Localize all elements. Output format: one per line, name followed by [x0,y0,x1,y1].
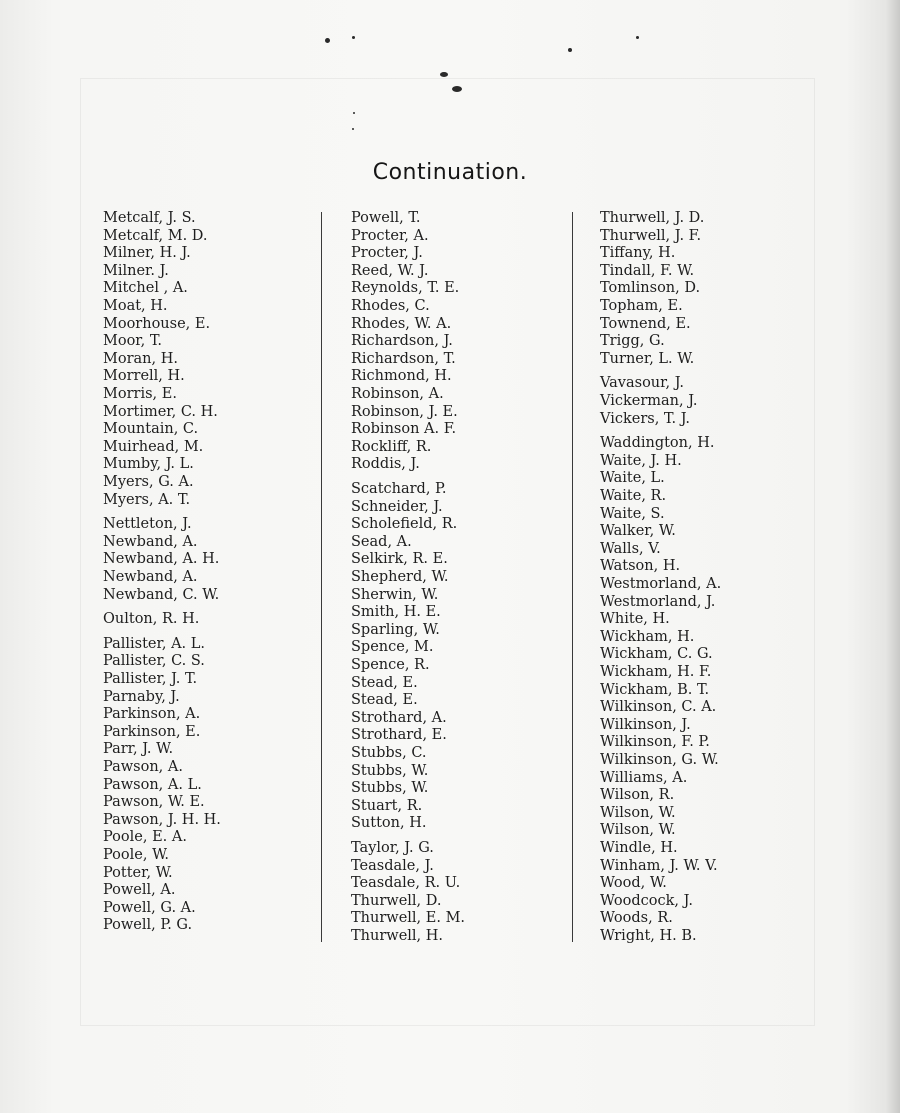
name-entry: Procter, A. [351,227,429,244]
name-entry: Reed, W. J. [351,262,429,279]
name-entry: Wright, H. B. [600,928,697,944]
name-entry: Moorhouse, E. [103,315,211,332]
name-entry: Reynolds, T. E. [351,280,460,297]
name-entry: Waddington, H. [600,435,715,452]
name-entry: Pawson, J. H. H. [103,811,221,828]
name-entry: Wickham, H. [600,628,695,645]
name-entry: Mumby, J. L. [103,456,194,473]
name-entry: Tindall, F. W. [600,262,695,279]
name-entry: Waite, R. [600,488,667,504]
name-entry: Thurwell, E. M. [351,910,466,927]
name-entry: Robinson A. F. [351,421,457,438]
name-entry: Smith, H. E. [351,604,441,621]
name-entry: Pawson, A. [103,759,183,775]
name-entry: Waite, L. [600,470,665,487]
name-entry: Watson, H. [600,558,681,575]
name-entry: Tiffany, H. [600,245,676,262]
name-entry: Sherwin, W. [351,586,439,603]
ink-speck [352,36,355,39]
name-entry: Nettleton, J. [103,516,192,533]
name-entry: Parnaby, J. [103,688,180,705]
name-entry: Wilkinson, F. P. [600,734,710,751]
name-entry: Milner, H. J. [103,245,191,262]
name-entry: Richardson, T. [351,350,456,367]
name-entry: Moor, T. [103,333,163,350]
name-entry: Myers, G. A. [103,474,194,490]
name-entry: Wilson, R. [600,787,675,804]
name-entry: Sead, A. [351,533,412,550]
name-entry: Powell, A. [103,882,176,899]
name-entry: Powell, T. [351,210,421,226]
name-entry: Stubbs, W. [351,780,429,797]
ink-speck [568,48,572,52]
name-entry: Tomlinson, D. [600,280,701,297]
name-entry: Thurwell, D. [351,892,442,909]
name-entry: Taylor, J. G. [351,840,434,856]
name-entry: Sutton, H. [351,815,427,832]
name-entry: Muirhead, M. [103,438,204,455]
name-entry: Trigg, G. [600,333,665,350]
name-entry: Richardson, J. [351,333,453,350]
name-entry: Mortimer, C. H. [103,403,218,420]
name-entry: Shepherd, W. [351,569,449,585]
name-entry: Turner, L. W. [600,350,695,367]
name-entry: Moat, H. [103,298,168,314]
name-entry: Richmond, H. [351,368,452,385]
name-entry: Milner. J. [103,262,169,279]
name-entry: Metcalf, M. D. [103,227,208,244]
name-entry: Wood, W. [600,875,667,892]
name-entry: Sparling, W. [351,621,440,638]
name-entry: Vickerman, J. [600,393,698,409]
name-entry: Selkirk, R. E. [351,551,448,568]
name-entry: White, H. [600,611,670,628]
name-entry: Pallister, C. S. [103,653,205,670]
column-divider [321,212,322,942]
name-entry: Woods, R. [600,910,673,927]
name-entry: Wilkinson, C. A. [600,699,717,716]
ink-speck [452,86,462,92]
name-entry: Myers, A. T. [103,491,191,508]
name-entry: Newband, C. W. [103,586,220,603]
name-entry: Townend, E. [600,315,691,332]
name-entry: Moran, H. [103,350,178,367]
ink-speck [325,38,330,43]
name-entry: Newband, A. [103,569,198,585]
name-entry: Topham, E. [600,298,683,314]
name-entry: Windle, H. [600,840,678,856]
name-entry: Spence, R. [351,657,430,673]
name-entry: Stubbs, C. [351,745,427,761]
name-entry: Thurwell, J. D. [600,210,705,226]
name-entry: Poole, E. A. [103,829,187,846]
name-entry: Robinson, J. E. [351,403,458,420]
name-entry: Parkinson, A. [103,706,201,723]
name-entry: Thurwell, H. [351,928,444,944]
name-entry: Pallister, A. L. [103,635,205,652]
name-entry: Mitchel , A. [103,280,188,297]
name-entry: Wilkinson, G. W. [600,752,719,768]
name-entry: Walker, W. [600,523,676,540]
name-entry: Powell, P. G. [103,917,193,934]
name-entry: Wilkinson, J. [600,716,691,733]
name-entry: Strothard, A. [351,709,447,726]
page-title: Continuation. [372,160,528,185]
name-entry: Rockliff, R. [351,438,432,455]
column-divider [572,212,573,942]
ink-speck [352,128,354,130]
name-entry: Stuart, R. [351,797,423,814]
ink-speck [440,72,448,77]
name-entry: Rhodes, C. [351,298,430,314]
name-entry: Wickham, H. F. [600,664,712,680]
name-entry: Wickham, B. T. [600,681,710,698]
name-entry: Metcalf, J. S. [103,210,196,226]
name-entry: Waite, J. H. [600,452,682,469]
name-entry: Roddis, J. [351,456,420,473]
name-entry: Mountain, C. [103,421,199,438]
name-entry: Scatchard, P. [351,481,447,497]
name-entry: Pawson, A. L. [103,776,202,793]
name-entry: Williams, A. [600,769,688,786]
name-entry: Wilson, W. [600,804,676,821]
name-entry: Walls, V. [600,540,661,557]
name-entry: Powell, G. A. [103,899,196,916]
name-entry: Woodcock, J. [600,892,693,909]
name-entry: Teasdale, R. U. [351,875,461,892]
name-entry: Wilson, W. [600,822,676,839]
name-entry: Morris, E. [103,386,177,402]
name-entry: Teasdale, J. [351,857,434,874]
name-entry: Scholefield, R. [351,516,458,533]
name-entry: Thurwell, J. F. [600,227,702,244]
name-entry: Stead, E. [351,692,418,709]
name-entry: Newband, A. [103,533,198,550]
name-entry: Strothard, E. [351,727,447,744]
name-entry: Winham, J. W. V. [600,857,718,874]
name-entry: Vickers, T. J. [600,410,690,427]
ink-speck [636,36,639,39]
name-entry: Morrell, H. [103,368,185,385]
name-entry: Stubbs, W. [351,762,429,779]
name-entry: Pawson, W. E. [103,794,205,811]
name-entry: Rhodes, W. A. [351,315,452,332]
name-entry: Westmorland, J. [600,593,716,610]
name-entry: Schneider, J. [351,498,443,515]
name-entry: Poole, W. [103,847,170,863]
name-entry: Robinson, A. [351,386,444,402]
name-entry: Stead, E. [351,674,418,691]
name-entry: Oulton, R. H. [103,611,200,628]
name-entry: Waite, S. [600,505,665,522]
name-entry: Wickham, C. G. [600,646,713,663]
name-entry: Westmorland, A. [600,576,722,592]
name-entry: Spence, M. [351,639,434,656]
name-entry: Newband, A. H. [103,551,220,568]
name-entry: Vavasour, J. [600,375,684,392]
name-entry: Parkinson, E. [103,723,201,740]
name-entry: Procter, J. [351,245,423,262]
name-entry: Parr, J. W. [103,741,174,758]
name-entry: Potter, W. [103,864,173,881]
ink-speck [353,112,355,114]
name-entry: Pallister, J. T. [103,671,198,687]
